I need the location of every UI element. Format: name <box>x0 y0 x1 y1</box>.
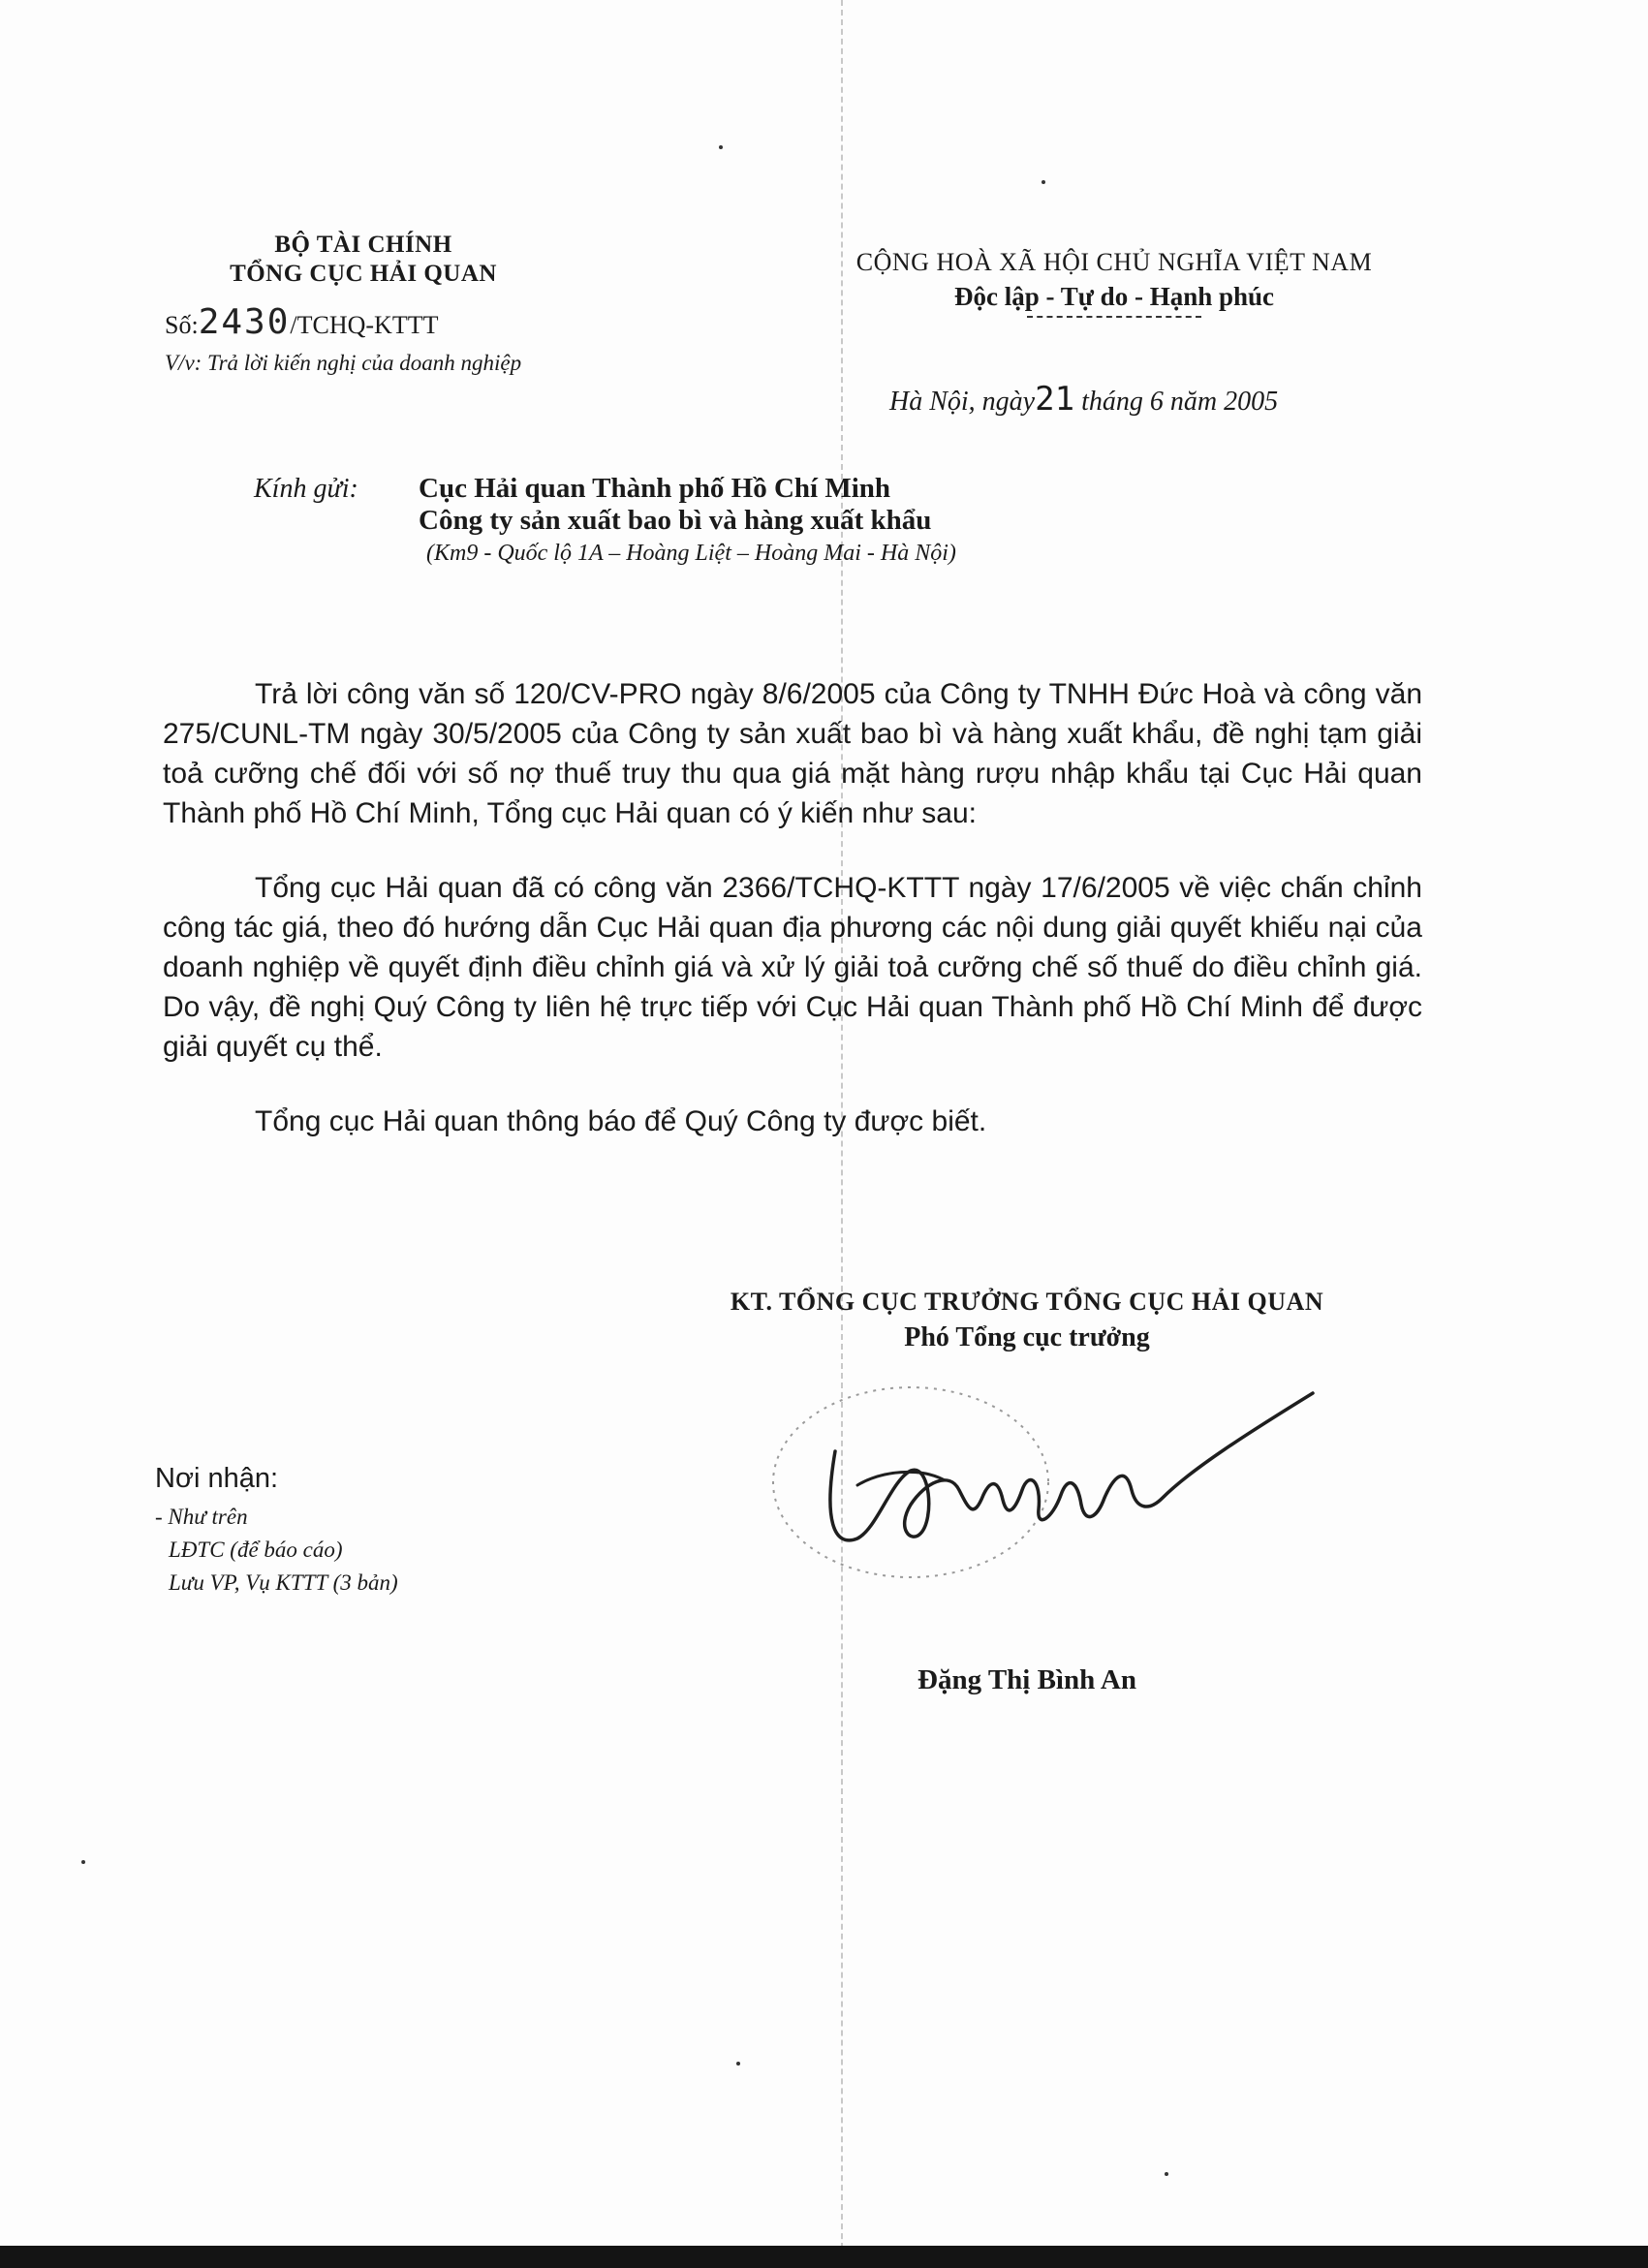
department-name: TỔNG CỤC HẢI QUAN <box>230 261 497 287</box>
recipient-first: Cục Hải quan Thành phố Hồ Chí Minh <box>419 473 891 504</box>
date-day-handwritten: 21 <box>1035 380 1075 419</box>
motto-divider <box>1027 316 1201 318</box>
receiver-item: LĐTC (để báo cáo) <box>169 1538 343 1562</box>
ministry-name: BỘ TÀI CHÍNH <box>274 232 452 258</box>
signer-name: Đặng Thị Bình An <box>917 1664 1136 1695</box>
receivers-block <box>155 1463 591 1600</box>
national-motto: Độc lập - Tự do - Hạnh phúc <box>953 282 1275 311</box>
republic-name: CỘNG HOÀ XÃ HỘI CHỦ NGHĨA VIỆT NAM <box>855 248 1373 276</box>
issuer-header <box>155 231 572 289</box>
scan-bottom-edge <box>0 2246 1648 2268</box>
document-date <box>889 380 1278 419</box>
receiver-item: Lưu VP, Vụ KTTT (3 bản) <box>169 1570 398 1595</box>
scan-speck <box>1165 2172 1168 2176</box>
signer-authority: KT. TỔNG CỤC TRƯỞNG TỔNG CỤC HẢI QUAN <box>730 1288 1324 1316</box>
body-paragraph-2: Tổng cục Hải quan đã có công văn 2366/TCHQ-KTTT ngày 17/6/2005 về việc chấn chỉnh công tác giá, theo đó hướng dẫn Cục Hải quan địa phương các nội dung giải quyết khiếu nại của doanh nghiệp về quyết định điều chỉnh giá và xử lý giải toả cưỡng chế số thuế do điều chỉnh giá. Do vậy, đề nghị Quý Công ty liên hệ trực tiếp với Cục Hải quan Thành phố Hồ Chí Minh để được giải quyết cụ thể. <box>163 872 1422 1063</box>
scan-speck <box>81 1860 85 1864</box>
recipients-label: Kính gửi: <box>254 474 358 504</box>
handwritten-signature <box>765 1374 1327 1606</box>
date-suffix: tháng 6 năm 2005 <box>1074 387 1279 417</box>
signer-position: Phó Tổng cục trưởng <box>904 1322 1150 1352</box>
receivers-label: Nơi nhận: <box>155 1463 279 1494</box>
document-number <box>165 302 438 342</box>
recipient-address: (Km9 - Quốc lộ 1A – Hoàng Liệt – Hoàng Mai - Hà Nội) <box>426 541 956 566</box>
national-header <box>775 246 1453 318</box>
receiver-item: - Như trên <box>155 1505 248 1529</box>
scan-speck <box>719 145 723 149</box>
scan-speck <box>736 2062 740 2066</box>
date-prefix: Hà Nội, ngày <box>889 387 1036 417</box>
recipients-block <box>254 473 1416 567</box>
signature-block <box>639 1285 1415 1356</box>
document-number-suffix: /TCHQ-KTTT <box>290 311 439 339</box>
letter-body <box>163 674 1422 1176</box>
scan-speck <box>1042 180 1045 184</box>
document-number-handwritten: 2430 <box>198 302 291 342</box>
document-subject: V/v: Trả lời kiến nghị của doanh nghiệp <box>165 351 522 375</box>
document-number-prefix: Số: <box>165 311 199 339</box>
body-paragraph-1: Trả lời công văn số 120/CV-PRO ngày 8/6/2005 của Công ty TNHH Đức Hoà và công văn 275/CUNL-TM ngày 30/5/2005 của Công ty sản xuất bao bì và hàng xuất khẩu, đề nghị tạm giải toả cưỡng chế đối với số nợ thuế truy thu qua giá mặt hàng rượu nhập khẩu tại Cục Hải quan Thành phố Hồ Chí Minh, Tổng cục Hải quan có ý kiến như sau: <box>163 678 1422 829</box>
body-paragraph-3: Tổng cục Hải quan thông báo để Quý Công ty được biết. <box>255 1105 987 1137</box>
recipient-second: Công ty sản xuất bao bì và hàng xuất khẩu <box>419 505 932 536</box>
